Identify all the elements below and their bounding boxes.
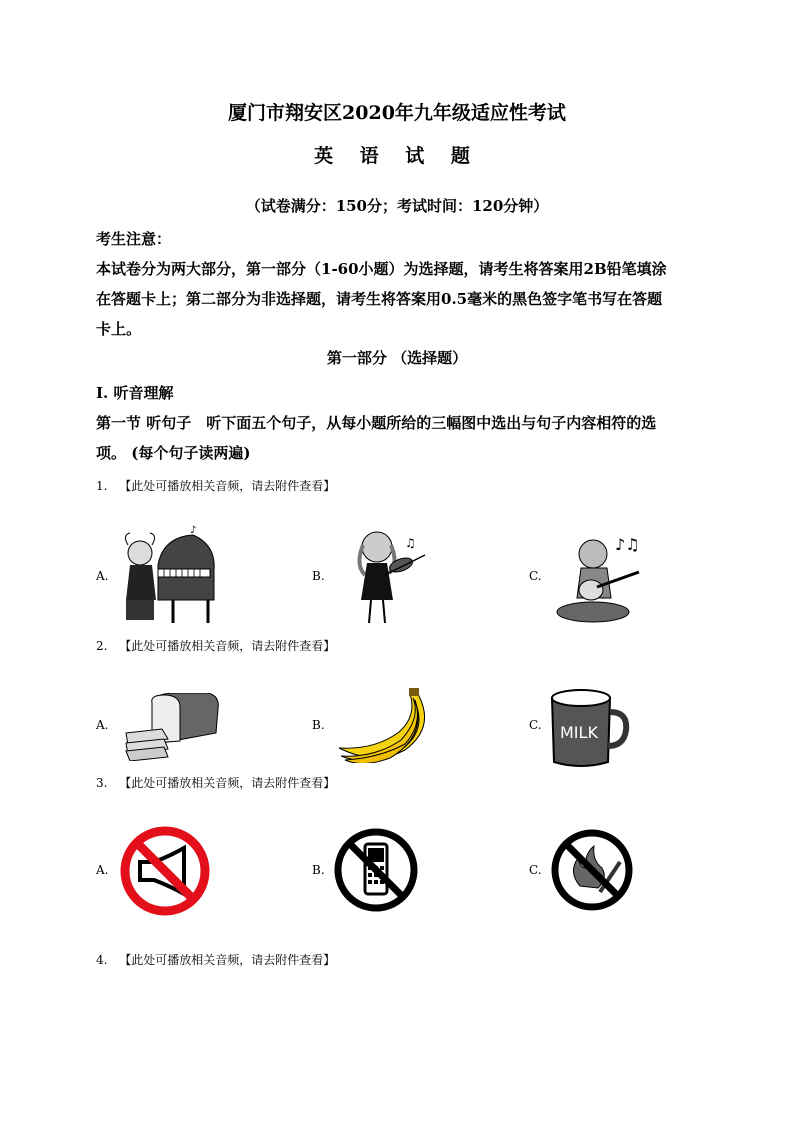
option-label-c: C. — [529, 718, 542, 732]
svg-text:♪♫: ♪♫ — [615, 535, 640, 554]
notice-line-1: 本试卷分为两大部分，第一部分（1-60小题）为选择题，请考生将答案用2B铅笔填涂 — [96, 260, 667, 278]
question-4 — [96, 951, 335, 968]
subject-title: 英 语 试 题 — [314, 145, 480, 167]
exam-title: 厦门市翔安区2020年九年级适应性考试 — [228, 102, 566, 124]
option-label-c: C. — [529, 863, 542, 877]
milk-text: MILK — [560, 723, 598, 742]
instruction-line-2: 项。 (每个句子读两遍) — [96, 444, 251, 462]
notice-line-3: 卡上。 — [96, 320, 142, 338]
question-number: 1. — [96, 479, 108, 493]
no-fire-sign-icon[interactable] — [550, 828, 634, 912]
question-1 — [96, 477, 335, 494]
audio-prompt[interactable]: 【此处可播放相关音频，请去附件查看】 — [119, 953, 336, 967]
girl-playing-piano-icon[interactable] — [118, 525, 218, 625]
girl-playing-violin-icon[interactable] — [335, 525, 430, 625]
bananas-icon[interactable] — [335, 688, 440, 763]
question-2 — [96, 637, 335, 654]
no-horn-sign-icon[interactable] — [120, 826, 210, 916]
question-number: 2. — [96, 639, 108, 653]
exam-info: （试卷满分：150分；考试时间：120分钟） — [245, 197, 549, 215]
option-label-c: C. — [529, 569, 542, 583]
svg-text:♪: ♪ — [190, 525, 197, 536]
notice-line-2: 在答题卡上；第二部分为非选择题，请考生将答案用0.5毫米的黑色签字笔书写在答题 — [96, 290, 663, 308]
milk-mug-icon[interactable] — [548, 688, 630, 768]
option-label-b: B. — [312, 863, 325, 877]
option-label-a: A. — [96, 569, 109, 583]
option-label-a: A. — [96, 718, 109, 732]
notice-heading: 考生注意： — [96, 230, 172, 248]
instruction-line-1: 第一节 听句子 听下面五个句子，从每小题所给的三幅图中选出与句子内容相符的选 — [96, 414, 657, 432]
audio-prompt[interactable]: 【此处可播放相关音频，请去附件查看】 — [119, 776, 336, 790]
section-title: I. 听音理解 — [96, 384, 174, 402]
question-3 — [96, 774, 335, 791]
boy-playing-guitar-icon[interactable] — [553, 532, 648, 627]
bread-loaf-icon[interactable] — [122, 693, 222, 761]
part-title: 第一部分 （选择题） — [326, 349, 468, 367]
option-label-b: B. — [312, 569, 325, 583]
audio-prompt[interactable]: 【此处可播放相关音频，请去附件查看】 — [119, 639, 336, 653]
option-label-a: A. — [96, 863, 109, 877]
question-number: 3. — [96, 776, 108, 790]
option-label-b: B. — [312, 718, 325, 732]
question-number: 4. — [96, 953, 108, 967]
audio-prompt[interactable]: 【此处可播放相关音频，请去附件查看】 — [119, 479, 336, 493]
no-phone-sign-icon[interactable] — [333, 826, 419, 914]
svg-text:♫: ♫ — [405, 536, 416, 550]
